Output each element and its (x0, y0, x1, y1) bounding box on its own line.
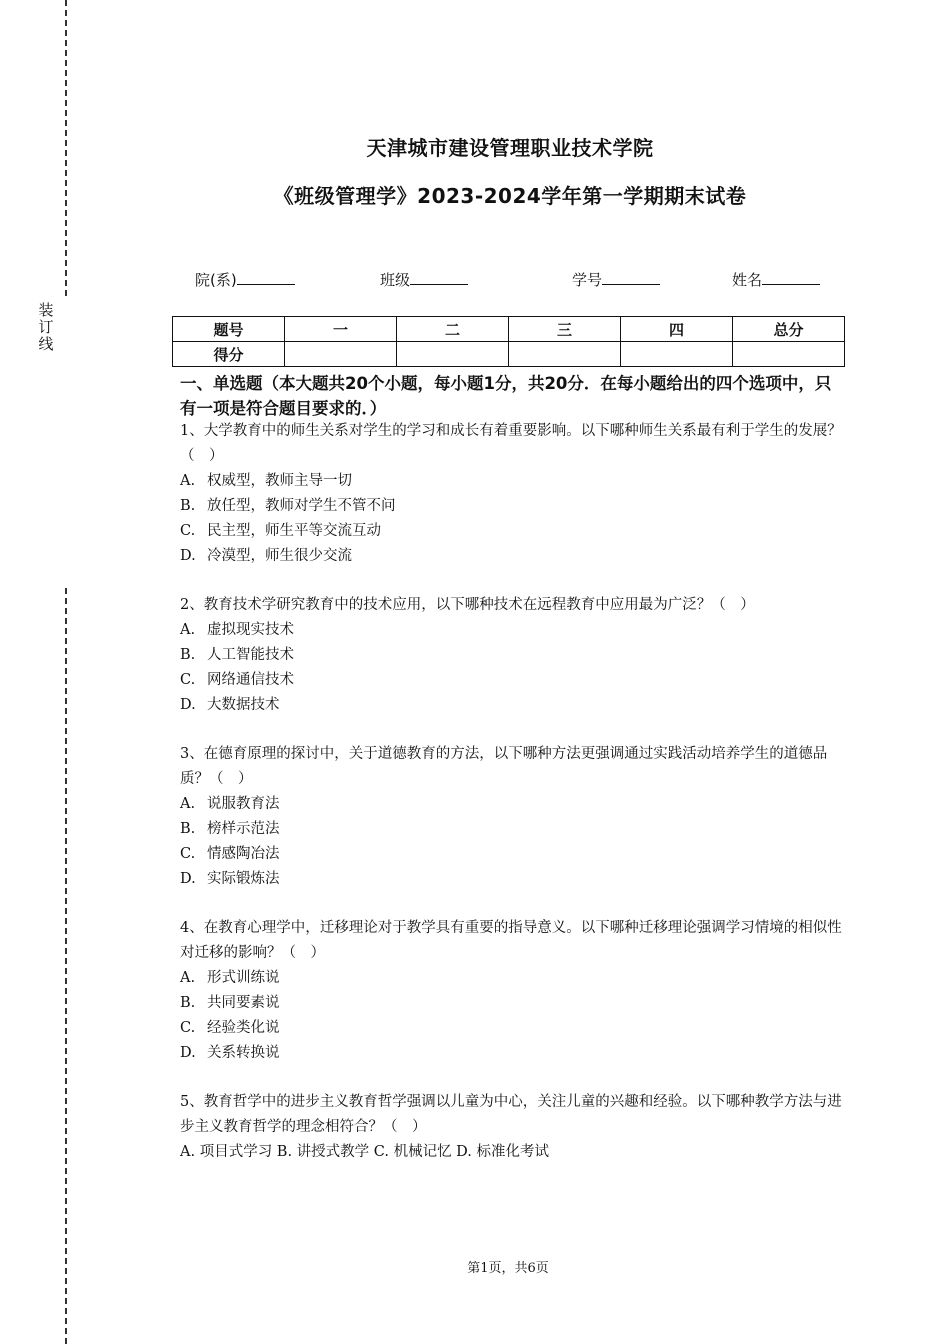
score-table-score-row (173, 342, 845, 367)
option-text: 网络通信技术 (207, 672, 294, 688)
student-id-label: 学号 (572, 271, 603, 289)
score-row-label: 得分 (173, 342, 285, 367)
header-cell: 题号 (173, 317, 285, 342)
option-text: 放任型，教师对学生不管不问 (207, 498, 396, 514)
option-text: 人工智能技术 (207, 647, 294, 663)
option-b (180, 643, 842, 668)
school-title: 天津城市建设管理职业技术学院 (366, 136, 654, 160)
header-cell: 总分 (733, 317, 845, 342)
class-blank[interactable] (410, 270, 468, 285)
option-text: 冷漠型，师生很少交流 (207, 548, 352, 564)
option-letter: A. (180, 473, 196, 489)
option-text: 经验类化说 (207, 1020, 280, 1036)
binding-char: 装 (38, 301, 54, 319)
option-d (180, 867, 842, 892)
option-c (180, 1016, 842, 1041)
question-stem: 3、在德育原理的探讨中，关于道德教育的方法，以下哪种方法更强调通过实践活动培养学生的道德品质？（ ） (180, 746, 828, 787)
option-letter: B. (180, 498, 196, 514)
option-c (180, 668, 842, 693)
name-blank[interactable] (762, 270, 820, 285)
option-letter: C. (180, 1020, 196, 1036)
score-cell[interactable] (285, 342, 397, 367)
option-text: 权威型，教师主导一切 (207, 473, 352, 489)
option-d (180, 1041, 842, 1066)
option-letter: A. (180, 970, 196, 986)
option-letter: B. (180, 995, 196, 1011)
page-number: 第1页，共6页 (467, 1261, 549, 1276)
question-stem: 1、大学教育中的师生关系对学生的学习和成长有着重要影响。以下哪种师生关系最有利于学生的发展？（ ） (180, 423, 842, 464)
question-1 (180, 419, 842, 569)
question-5 (180, 1090, 842, 1165)
option-b (180, 494, 842, 519)
option-text: 实际锻炼法 (207, 871, 280, 887)
question-stem: 5、教育哲学中的进步主义教育哲学强调以儿童为中心，关注儿童的兴趣和经验。以下哪种教学方法与进步主义教育哲学的理念相符合？（ ） (180, 1094, 842, 1135)
option-letter: B. (180, 647, 196, 663)
option-letter: D. (180, 548, 196, 564)
option-a (180, 469, 842, 494)
option-letter: A. (180, 622, 196, 638)
option-letter: C. (180, 523, 196, 539)
option-letter: C. (180, 846, 196, 862)
option-text: 关系转换说 (207, 1045, 280, 1061)
option-b (180, 817, 842, 842)
dept-blank[interactable] (237, 270, 295, 285)
option-text: 说服教育法 (207, 796, 280, 812)
question-stem: 4、在教育心理学中，迁移理论对于教学具有重要的指导意义。以下哪种迁移理论强调学习情境的相似性对迁移的影响？（ ） (180, 920, 842, 961)
class-field[interactable] (380, 269, 468, 290)
option-letter: D. (180, 871, 196, 887)
question-2 (180, 593, 842, 718)
score-cell[interactable] (733, 342, 845, 367)
option-c (180, 519, 842, 544)
option-text: 大数据技术 (207, 697, 280, 713)
option-a (180, 792, 842, 817)
option-letter: C. (180, 672, 196, 688)
score-cell[interactable] (397, 342, 509, 367)
option-c (180, 842, 842, 867)
name-label: 姓名 (732, 271, 763, 289)
dept-label: 院(系) (195, 271, 237, 289)
score-table-header-row (173, 317, 845, 342)
score-table (172, 316, 845, 367)
score-cell[interactable] (621, 342, 733, 367)
option-letter: D. (180, 1045, 196, 1061)
binding-char: 订 (38, 318, 54, 336)
binding-line-label (36, 302, 56, 353)
binding-dashed-line-top (65, 0, 67, 296)
option-text: 民主型，师生平等交流互动 (207, 523, 381, 539)
binding-dashed-line-bottom (65, 588, 67, 1344)
option-d (180, 544, 842, 569)
option-letter: D. (180, 697, 196, 713)
inline-options: A. 项目式学习 B. 讲授式教学 C. 机械记忆 D. 标准化考试 (180, 1144, 550, 1160)
student-info-row (0, 269, 950, 291)
question-3 (180, 742, 842, 892)
header-cell: 二 (397, 317, 509, 342)
option-d (180, 693, 842, 718)
name-field[interactable] (732, 269, 820, 290)
option-a (180, 618, 842, 643)
question-stem: 2、教育技术学研究教育中的技术应用，以下哪种技术在远程教育中应用最为广泛？（ ） (180, 597, 755, 613)
option-a (180, 966, 842, 991)
option-text: 共同要素说 (207, 995, 280, 1011)
option-text: 虚拟现实技术 (207, 622, 294, 638)
option-text: 榜样示范法 (207, 821, 280, 837)
header-cell: 三 (509, 317, 621, 342)
binding-char: 线 (38, 335, 54, 353)
question-list (180, 419, 842, 1189)
student-id-field[interactable] (572, 269, 660, 290)
section-title: 一、单选题（本大题共20个小题，每小题1分，共20分．在每小题给出的四个选项中，只有一项是符合题目要求的．） (180, 374, 832, 418)
option-text: 情感陶冶法 (207, 846, 280, 862)
student-id-blank[interactable] (602, 270, 660, 285)
class-label: 班级 (380, 271, 411, 289)
exam-title: 《班级管理学》2023-2024学年第一学期期末试卷 (273, 184, 747, 208)
score-cell[interactable] (509, 342, 621, 367)
dept-field[interactable] (195, 269, 295, 290)
question-4 (180, 916, 842, 1066)
header-cell: 一 (285, 317, 397, 342)
option-b (180, 991, 842, 1016)
option-text: 形式训练说 (207, 970, 280, 986)
option-letter: A. (180, 796, 196, 812)
option-letter: B. (180, 821, 196, 837)
header-cell: 四 (621, 317, 733, 342)
